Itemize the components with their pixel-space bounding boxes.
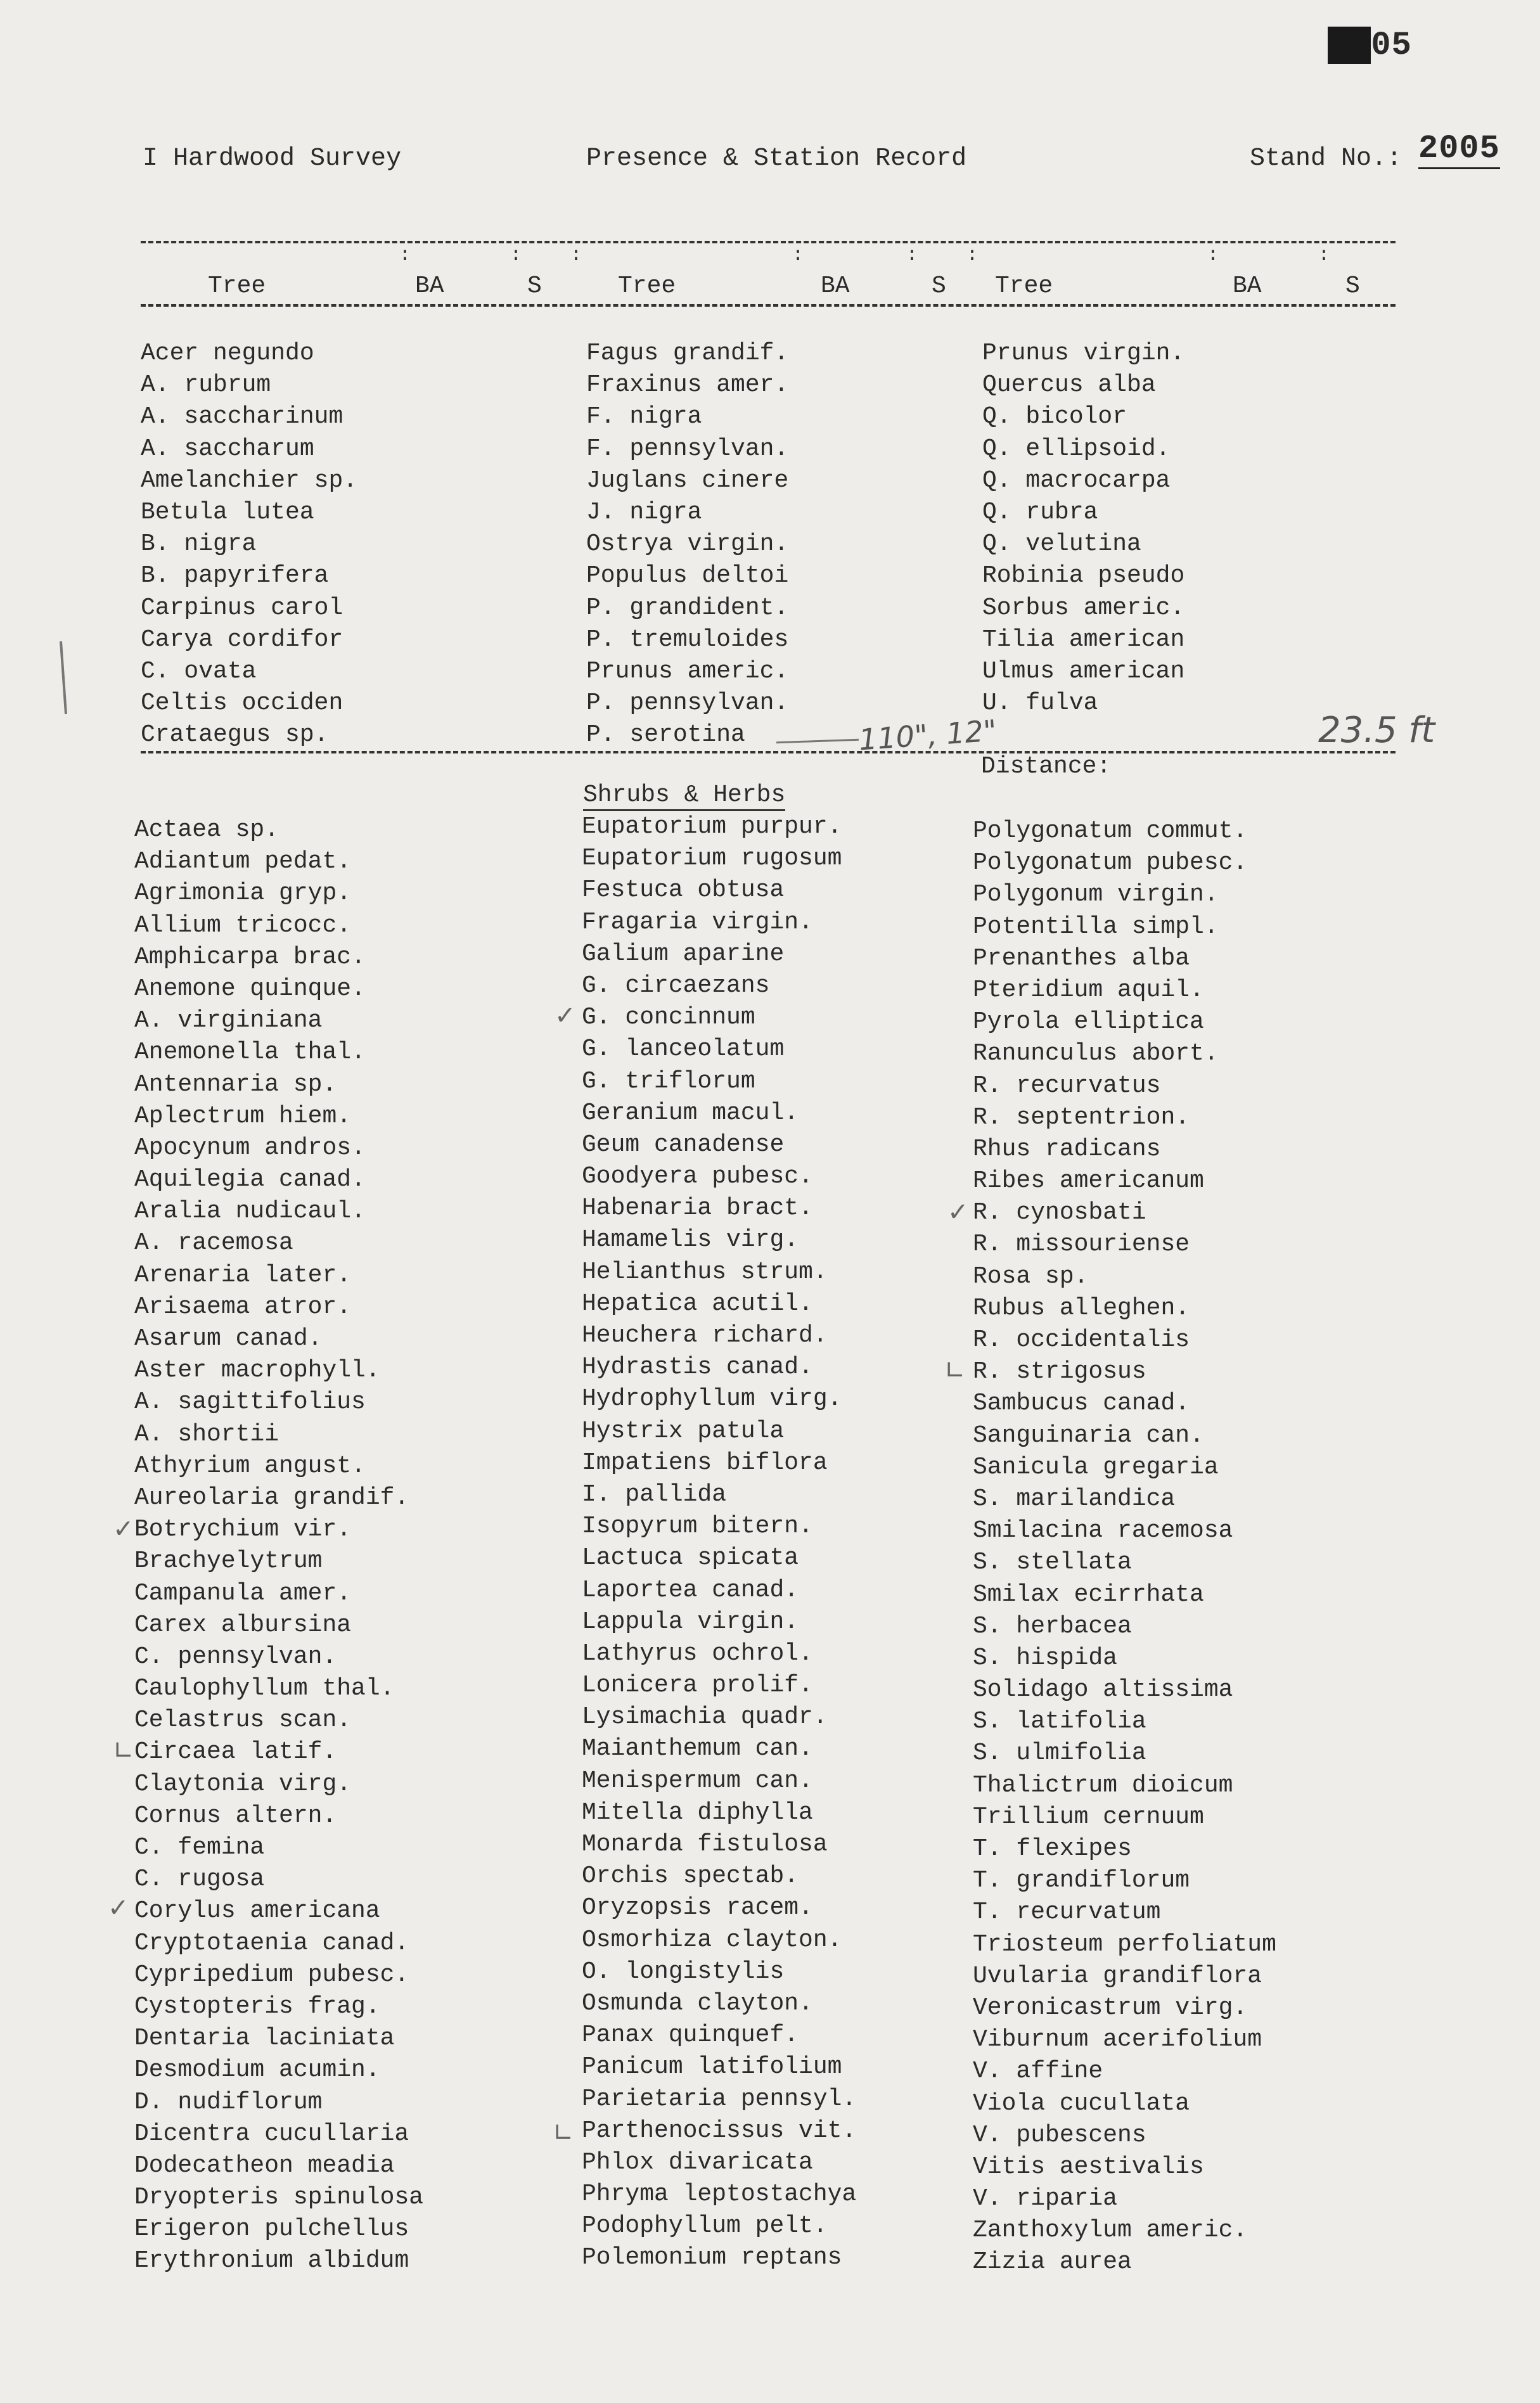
species-item: Rhus radicans (973, 1135, 1161, 1163)
species-item: Heuchera richard. (582, 1322, 828, 1349)
species-item: G. lanceolatum (582, 1035, 785, 1063)
species-item: P. serotina (586, 721, 745, 749)
species-item: C. femina (134, 1834, 265, 1861)
species-item: Ostrya virgin. (586, 530, 789, 558)
colon-markers: : (906, 245, 918, 266)
species-item: Adiantum pedat. (134, 848, 352, 876)
species-item: Lactuca spicata (582, 1544, 799, 1572)
species-item: Panicum latifolium (582, 2053, 842, 2081)
species-item: R. septentrion. (973, 1103, 1190, 1131)
species-item: Panax quinquef. (582, 2022, 799, 2049)
species-item: C. ovata (141, 657, 257, 685)
handwritten-serotina-note: 110", 12" (857, 713, 998, 757)
species-item: Desmodium acumin. (134, 2056, 380, 2084)
species-item: Tilia american (982, 625, 1185, 653)
species-item: Dryopteris spinulosa (134, 2184, 424, 2212)
species-item: O. longistylis (582, 1958, 785, 1985)
species-item: V. riparia (973, 2185, 1118, 2213)
species-item: S. latifolia (973, 1708, 1146, 1736)
species-item: R. cynosbati (973, 1199, 1146, 1227)
species-item: Uvularia grandiflora (973, 1962, 1262, 1990)
species-item: Hydrophyllum virg. (582, 1385, 842, 1413)
species-item: Lysimachia quadr. (582, 1703, 828, 1731)
species-item: Sambucus canad. (973, 1390, 1190, 1418)
species-item: Vitis aestivalis (973, 2153, 1204, 2181)
species-item: Smilacina racemosa (973, 1517, 1233, 1545)
species-item: T. flexipes (973, 1835, 1132, 1862)
species-item: Isopyrum bitern. (582, 1513, 813, 1541)
distance-label: Distance: (981, 753, 1112, 780)
species-item: R. recurvatus (973, 1072, 1161, 1099)
species-item: Phryma leptostachya (582, 2181, 857, 2208)
species-item: Pyrola elliptica (973, 1008, 1204, 1036)
species-item: Apocynum andros. (134, 1134, 366, 1162)
col-header-ba-1: BA (415, 272, 444, 300)
species-item: Menispermum can. (582, 1767, 813, 1795)
col-header-tree-2: Tree (618, 272, 676, 300)
species-item: J. nigra (586, 498, 702, 526)
species-item: Maianthemum can. (582, 1735, 813, 1763)
species-item: R. missouriense (973, 1231, 1190, 1259)
species-item: Osmunda clayton. (582, 1989, 813, 2017)
species-item: Prenanthes alba (973, 944, 1190, 972)
species-item: A. virginiana (134, 1007, 323, 1035)
species-item: Prunus americ. (586, 657, 789, 685)
page-stamp (1328, 27, 1412, 64)
check-mark-circaea: ∟ (113, 1736, 134, 1765)
species-item: Orchis spectab. (582, 1862, 799, 1890)
species-item: Ribes americanum (973, 1167, 1204, 1195)
colon-markers: : (792, 245, 804, 266)
species-item: Aster macrophyll. (134, 1357, 380, 1385)
species-item: Pteridium aquil. (973, 976, 1204, 1004)
species-item: Betula lutea (141, 498, 314, 526)
species-item: Monarda fistulosa (582, 1831, 828, 1858)
handwritten-distance: 23.5 ft (1318, 710, 1435, 751)
species-item: D. nudiflorum (134, 2088, 323, 2116)
species-item: Acer negundo (141, 340, 314, 367)
species-item: Polygonum virgin. (973, 881, 1219, 909)
species-item: Antennaria sp. (134, 1070, 337, 1098)
colon-markers: : (966, 245, 979, 266)
check-mark-parthenocissus: ∟ (553, 2118, 574, 2148)
species-item: Cypripedium pubesc. (134, 1961, 409, 1989)
species-item: A. saccharinum (141, 403, 343, 431)
species-item: Parietaria pennsyl. (582, 2085, 857, 2113)
check-mark-concinnum: ✓ (555, 1001, 576, 1030)
species-item: Carpinus carol (141, 594, 343, 622)
species-item: Goodyera pubesc. (582, 1163, 813, 1191)
check-mark-corylus: ✓ (108, 1894, 129, 1923)
species-item: Thalictrum dioicum (973, 1771, 1233, 1799)
species-item: Dicentra cucullaria (134, 2120, 409, 2148)
species-item: Anemone quinque. (134, 975, 366, 1003)
species-item: Quercus alba (982, 371, 1156, 399)
species-item: B. papyrifera (141, 562, 329, 590)
species-item: Q. macrocarpa (982, 466, 1171, 494)
species-item: Polygonatum pubesc. (973, 849, 1248, 877)
species-item: F. nigra (586, 403, 702, 431)
species-item: Hamamelis virg. (582, 1226, 799, 1254)
species-item: A. sagittifolius (134, 1388, 366, 1416)
species-item: Anemonella thal. (134, 1039, 366, 1067)
species-item: P. pennsylvan. (586, 689, 789, 717)
species-item: Fragaria virgin. (582, 908, 813, 936)
species-item: A. racemosa (134, 1229, 293, 1257)
species-item: Dodecatheon meadia (134, 2151, 395, 2179)
species-item: Helianthus strum. (582, 1258, 828, 1286)
species-item: Cornus altern. (134, 1802, 337, 1829)
species-item: Campanula amer. (134, 1579, 352, 1607)
species-item: Caulophyllum thal. (134, 1675, 395, 1703)
species-item: Aureolaria grandif. (134, 1483, 409, 1511)
header-left: I Hardwood Survey (143, 144, 402, 173)
species-item: Potentilla simpl. (973, 913, 1219, 940)
species-item: Viola cucullata (973, 2089, 1190, 2117)
species-item: Lonicera prolif. (582, 1672, 813, 1700)
species-item: G. concinnum (582, 1004, 755, 1032)
species-item: Sanicula gregaria (973, 1453, 1219, 1481)
species-item: Fagus grandif. (586, 340, 789, 367)
species-item: Robinia pseudo (982, 562, 1185, 590)
species-item: Circaea latif. (134, 1738, 337, 1766)
dash-line-header-bottom (141, 304, 1396, 307)
species-item: A. saccharum (141, 435, 314, 463)
species-item: Podophyllum pelt. (582, 2212, 828, 2240)
tree-list-col3 (982, 338, 1184, 719)
species-item: Ulmus american (982, 657, 1185, 685)
species-item: Veronicastrum virg. (973, 1994, 1248, 2022)
species-item: Aquilegia canad. (134, 1166, 366, 1194)
species-item: Actaea sp. (134, 816, 279, 843)
species-item: Allium tricocc. (134, 911, 352, 939)
species-item: Triosteum perfoliatum (973, 1930, 1276, 1958)
species-item: Aplectrum hiem. (134, 1102, 352, 1130)
shrub-list-col1 (134, 814, 423, 2278)
species-item: U. fulva (982, 689, 1098, 717)
species-item: Impatiens biflora (582, 1449, 828, 1477)
species-item: Rosa sp. (973, 1262, 1089, 1290)
species-item: Q. rubra (982, 498, 1098, 526)
species-item: Fraxinus amer. (586, 371, 789, 399)
species-item: T. grandiflorum (973, 1867, 1190, 1895)
species-item: Aralia nudicaul. (134, 1198, 366, 1226)
species-item: S. ulmifolia (973, 1740, 1146, 1767)
species-item: P. grandident. (586, 594, 789, 622)
species-item: Phlox divaricata (582, 2148, 813, 2176)
tree-list-col1 (141, 338, 357, 751)
species-item: Hystrix patula (582, 1417, 785, 1445)
species-item: I. pallida (582, 1480, 727, 1508)
col-header-ba-2: BA (821, 272, 850, 300)
species-item: Juglans cinere (586, 466, 789, 494)
species-item: Amelanchier sp. (141, 466, 358, 494)
species-item: Brachyelytrum (134, 1548, 323, 1575)
stamp-blot: 11 (1329, 27, 1370, 64)
species-item: R. occidentalis (973, 1326, 1190, 1354)
stamp-digits: 05 (1371, 27, 1412, 64)
species-item: Hydrastis canad. (582, 1354, 813, 1381)
species-item: S. herbacea (973, 1612, 1132, 1640)
margin-pencil-mark (60, 641, 67, 714)
colon-markers: : (1207, 245, 1219, 266)
col-header-s-3: S (1345, 272, 1360, 300)
species-item: Celtis occiden (141, 689, 343, 717)
species-item: Q. ellipsoid. (982, 435, 1171, 463)
species-item: S. stellata (973, 1549, 1132, 1577)
header-center: Presence & Station Record (586, 144, 967, 173)
check-mark-strigosus: ∟ (944, 1356, 966, 1385)
species-item: Lathyrus ochrol. (582, 1639, 813, 1667)
species-item: Q. bicolor (982, 403, 1127, 431)
species-item: Arisaema atror. (134, 1293, 352, 1321)
shrub-list-col3 (973, 816, 1276, 2279)
col-header-tree-3: Tree (995, 272, 1053, 300)
stand-label: Stand No.: (1250, 144, 1402, 173)
species-item: S. hispida (973, 1644, 1118, 1672)
species-item: V. pubescens (973, 2121, 1146, 2149)
species-item: Q. velutina (982, 530, 1141, 558)
species-item: Oryzopsis racem. (582, 1894, 813, 1922)
species-item: Festuca obtusa (582, 876, 785, 904)
species-item: Eupatorium purpur. (582, 813, 842, 840)
shrub-list-col2 (582, 811, 856, 2274)
species-item: P. tremuloides (586, 625, 789, 653)
dash-line-top (141, 241, 1396, 243)
species-item: C. pennsylvan. (134, 1643, 337, 1670)
species-item: A. shortii (134, 1420, 279, 1448)
species-item: Agrimonia gryp. (134, 880, 352, 907)
col-header-s-1: S (527, 272, 542, 300)
species-item: Cryptotaenia canad. (134, 1929, 409, 1957)
species-item: Laportea canad. (582, 1576, 799, 1604)
species-item: Amphicarpa brac. (134, 943, 366, 971)
species-item: S. marilandica (973, 1485, 1176, 1513)
colon-markers: : (510, 245, 522, 266)
species-item: Smilax ecirrhata (973, 1580, 1204, 1608)
species-item: V. affine (973, 2058, 1103, 2086)
species-item: Eupatorium rugosum (582, 845, 842, 873)
species-item: Populus deltoi (586, 562, 789, 590)
species-item: Botrychium vir. (134, 1516, 352, 1544)
species-item: Polemonium reptans (582, 2244, 842, 2272)
species-item: Galium aparine (582, 940, 785, 968)
species-item: Geum canadense (582, 1131, 785, 1158)
species-item: Viburnum acerifolium (973, 2026, 1262, 2054)
species-item: Celastrus scan. (134, 1707, 352, 1734)
species-item: Trillium cernuum (973, 1803, 1204, 1831)
col-header-tree-1: Tree (208, 272, 266, 300)
shrubs-heading: Shrubs & Herbs (583, 781, 785, 811)
species-item: Zanthoxylum americ. (973, 2217, 1248, 2245)
dash-line-trees-bottom (141, 751, 1396, 753)
species-item: Solidago altissima (973, 1676, 1233, 1704)
species-item: Sorbus americ. (982, 594, 1185, 622)
species-item: Arenaria later. (134, 1261, 352, 1289)
colon-markers: : (1318, 245, 1330, 266)
species-item: Erythronium albidum (134, 2247, 409, 2275)
species-item: C. rugosa (134, 1866, 265, 1894)
species-item: Dentaria laciniata (134, 2025, 395, 2053)
species-item: Athyrium angust. (134, 1452, 366, 1480)
species-item: Claytonia virg. (134, 1770, 352, 1798)
species-item: Habenaria bract. (582, 1195, 813, 1222)
species-item: Geranium macul. (582, 1099, 799, 1127)
species-item: Carya cordifor (141, 625, 343, 653)
species-item: Asarum canad. (134, 1325, 323, 1352)
species-item: G. circaezans (582, 971, 770, 999)
species-item: T. recurvatum (973, 1899, 1161, 1926)
colon-markers: : (399, 245, 411, 266)
species-item: Rubus alleghen. (973, 1294, 1190, 1322)
species-item: Zizia aurea (973, 2248, 1132, 2276)
species-item: Erigeron pulchellus (134, 2215, 409, 2243)
species-item: Parthenocissus vit. (582, 2117, 857, 2144)
species-item: Carex albursina (134, 1611, 352, 1639)
tree-list-col2 (586, 338, 788, 751)
species-item: Cystopteris frag. (134, 1992, 380, 2020)
species-item: Prunus virgin. (982, 340, 1185, 367)
species-item: F. pennsylvan. (586, 435, 789, 463)
check-mark-cynosbati: ✓ (947, 1198, 969, 1227)
species-item: Osmorhiza clayton. (582, 1926, 842, 1954)
species-item: Hepatica acutil. (582, 1290, 813, 1317)
stand-number: 2005 (1418, 130, 1500, 169)
species-item: Sanguinaria can. (973, 1421, 1204, 1449)
species-item: A. rubrum (141, 371, 271, 399)
species-item: Mitella diphylla (582, 1798, 813, 1826)
species-item: Corylus americana (134, 1897, 380, 1925)
handwritten-dash (776, 739, 859, 744)
species-item: R. strigosus (973, 1358, 1146, 1386)
species-item: Crataegus sp. (141, 721, 329, 749)
species-item: Polygonatum commut. (973, 817, 1248, 845)
species-item: G. triflorum (582, 1067, 755, 1095)
col-header-ba-3: BA (1233, 272, 1262, 300)
col-header-s-2: S (932, 272, 946, 300)
species-item: Ranunculus abort. (973, 1040, 1219, 1068)
species-item: B. nigra (141, 530, 257, 558)
colon-markers: : (570, 245, 582, 266)
check-mark-botrychium: ✓ (113, 1515, 134, 1544)
species-item: Lappula virgin. (582, 1608, 799, 1636)
